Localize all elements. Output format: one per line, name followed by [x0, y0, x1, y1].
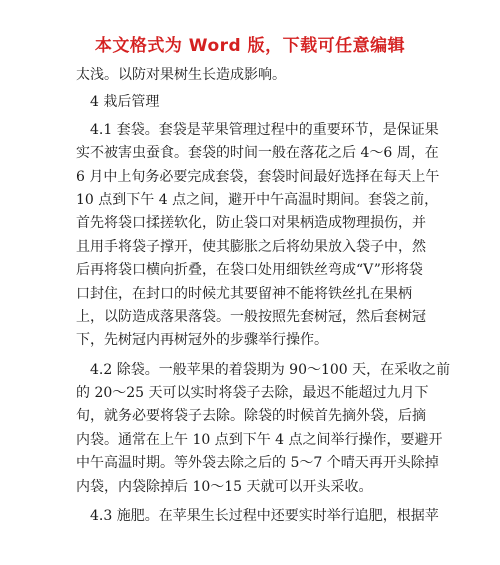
- text-line: 中午高温时期。等外袋去除之后的 5～7 个晴天再开头除掉: [76, 455, 439, 472]
- document-body: [76, 64, 451, 528]
- text-line: 旬，就务必要将袋子去除。除袋的时候首先摘外袋，后摘: [76, 408, 426, 425]
- text-line: 上，以防造成落果落袋。一般按照先套树冠，然后套树冠: [76, 308, 426, 325]
- text-line: 内袋。通常在上午 10 点到下午 4 点之间举行操作，要避开: [76, 431, 443, 448]
- heading-text: 4 栽后管理: [90, 94, 160, 111]
- text-line: 4.3 施肥。在苹果生长过程中还要实时举行追肥，根据苹: [90, 508, 439, 525]
- text-line: 实不被害虫蚕食。套袋的时间一般在落花之后 4～6 周，在: [76, 145, 439, 162]
- text-line: 且用手将袋子撑开，使其膨胀之后将幼果放入袋子中，然: [76, 238, 426, 255]
- paragraph-continuation: [76, 64, 426, 87]
- paragraph-bagging: [76, 119, 440, 353]
- text-line: 口封住，在封口的时候尤其要留神不能将铁丝扎在果柄: [76, 285, 412, 302]
- text-line: 内袋，内袋除掉后 10～15 天就可以开头采收。: [76, 478, 373, 495]
- paragraph-debagging: [76, 359, 451, 499]
- text-line: 后再将袋口横向折叠，在袋口处用细铁丝弯成“V”形将袋: [76, 262, 423, 279]
- text-line: 6 月中上旬务必要完成套袋，套袋时间最好选择在每天上午: [76, 168, 440, 185]
- text-line: 的 20～25 天可以实时将袋子去除，最迟不能超过九月下: [76, 385, 429, 402]
- text-line: 首先将袋口揉搓软化，防止袋口对果柄造成物理损伤，并: [76, 215, 426, 232]
- text-line: 下，先树冠内再树冠外的步骤举行操作。: [76, 332, 328, 349]
- section-heading: [76, 91, 426, 114]
- paragraph-fertilizing: [76, 505, 439, 528]
- text-line: 4.2 除袋。一般苹果的着袋期为 90～100 天，在采收之前: [90, 361, 451, 378]
- text-line: 太浅。以防对果树生长造成影响。: [76, 67, 286, 83]
- editable-notice-banner: 本文格式为 Word 版，下载可任意编辑: [94, 36, 406, 56]
- text-line: 4.1 套袋。套袋是苹果管理过程中的重要环节，是保证果: [90, 121, 439, 138]
- text-line: 10 点到下午 4 点之间，避开中午高温时期间。套袋之前，: [76, 191, 439, 208]
